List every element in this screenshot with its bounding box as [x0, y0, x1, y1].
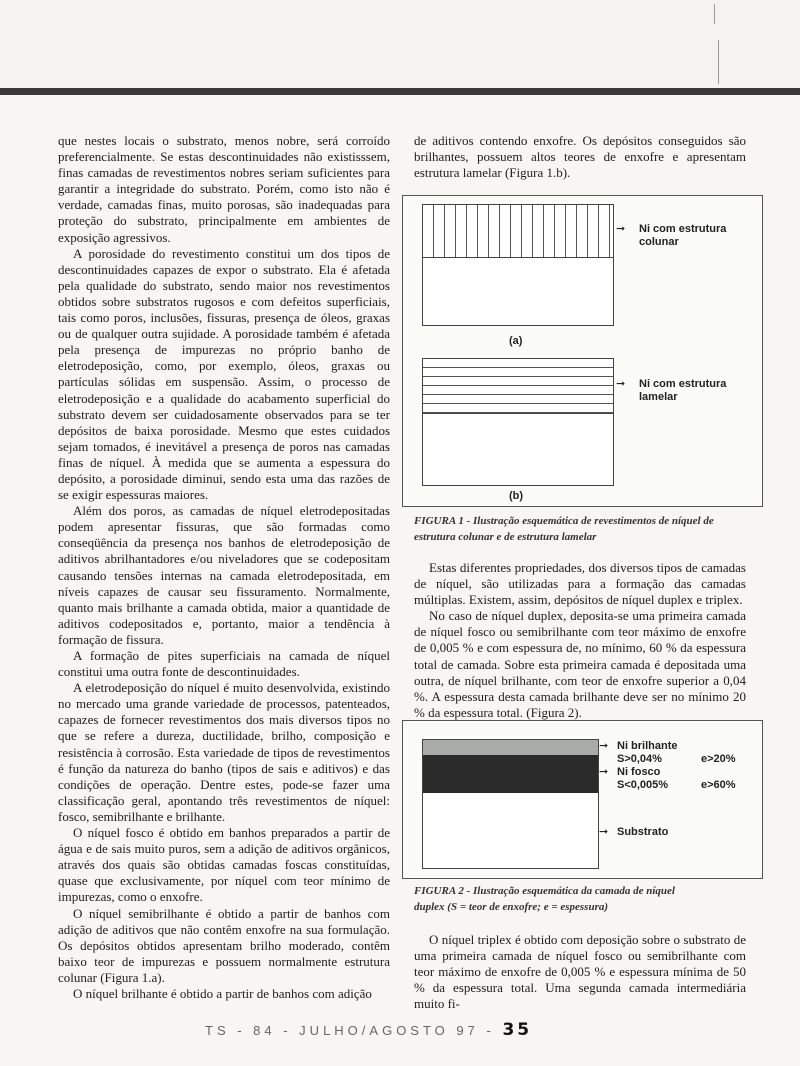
bright-nickel-layer: [423, 740, 598, 755]
header-rule: [0, 88, 800, 95]
paragraph: No caso de níquel duplex, deposita-se uma primeira camada de níquel fosco ou semibrilhante com teor máximo de enxofre de 0,005 % e com espessura de, no mínimo, 60 % da espessura total de camada. Sobre esta primeira camada é depositada uma outra, de níquel brilhante, com teor de enxofre superior a 0,04 %. A espessura desta camada brilhante deve ser no mínimo 20 % da espessura total. (Figura 2).: [414, 608, 746, 720]
columnar-diagram: [422, 204, 614, 326]
scan-mark: [714, 4, 715, 24]
caption-line: FIGURA 1 - Ilustração esquemática de revestimentos de níquel de: [414, 515, 714, 527]
page-number: 35: [502, 1020, 533, 1040]
top-margin: [0, 0, 800, 88]
lamellar-diagram: [422, 358, 614, 486]
columnar-layer: [423, 205, 613, 258]
paragraph: A formação de pites superficiais na camada de níquel constitui uma outra fonte de descontinuidades.: [58, 648, 390, 680]
caption-line: estrutura colunar e de estrutura lamelar: [414, 531, 597, 543]
arrow-icon: ➞: [616, 223, 626, 235]
caption-line: FIGURA 2 - Ilustração esquemática da camada de níquel: [414, 885, 675, 897]
figure-label: Ni brilhante: [617, 740, 678, 752]
left-column: [58, 133, 390, 1002]
figure-2-caption: [414, 883, 675, 915]
paragraph: de aditivos contendo enxofre. Os depósitos conseguidos são brilhantes, possuem altos teores de enxofre e apresentam estrutura lamelar (Figura 1.b).: [414, 133, 746, 181]
figure-label: lamelar: [639, 391, 678, 403]
right-column-middle: [414, 560, 746, 721]
paragraph: O níquel brilhante é obtido a partir de banhos com adição: [73, 985, 372, 1001]
arrow-icon: ➞: [599, 766, 609, 778]
paragraph: Além dos poros, as camadas de níquel eletrodepositadas podem apresentar fissuras, que são formadas como conseqüência da presença nos banhos de eletrodeposição de aditivos abrilhantadores e/ou niveladores que se codepositam causando tensões internas na camada eletrodepositada, em níveis capazes de causar seu fissuramento. Normalmente, quanto mais brilhante a camada obtida, maior a quantidade de aditivos codepositados e, portanto, maior a tendência à formação de fissura.: [58, 503, 390, 647]
figure-1-caption: [414, 513, 714, 545]
paragraph: O níquel triplex é obtido com deposição sobre o substrato de uma primeira camada de níquel fosco ou semibrilhante com teor máximo de enxofre de 0,005 % e espessura mínima de 50 % da espessura total. Uma segunda camada intermediária muito fi-: [414, 932, 746, 1012]
figure-2: [402, 720, 763, 879]
page-footer: [205, 1020, 545, 1040]
figure-label: S<0,005%: [617, 779, 669, 791]
paragraph: que nestes locais o substrato, menos nobre, será corroído preferencialmente. Se estas descontinuidades não existisssem, finas camadas de revestimentos nobres seriam suficientes para garantir a integridade do substrato. Porém, como isto não é verdade, camadas finas, muito porosas, são inadequadas para proteção do substrato, principalmente em ambientes de exposição agressivos.: [58, 133, 390, 245]
duplex-diagram: [422, 739, 599, 869]
figure-tag: (b): [509, 490, 524, 502]
arrow-icon: ➞: [616, 378, 626, 390]
figure-label: S>0,04%: [617, 753, 662, 765]
paragraph: O níquel fosco é obtido em banhos preparados a partir de água e de sais muito puros, sem a adição de aditivos orgânicos, através dos quais são obtidas camadas foscas constituídas, quase que exclusivamente, por níquel com teor mínimo de impurezas, como o enxofre.: [58, 825, 390, 905]
right-column-bottom: [414, 932, 746, 1012]
journal-info: TS - 84 - JULHO/AGOSTO 97 -: [205, 1023, 495, 1038]
caption-line: duplex (S = teor de enxofre; e = espessura): [414, 901, 609, 913]
paragraph: A porosidade do revestimento constitui um dos tipos de descontinuidades capazes de expor o substrato. Ela é afetada pela qualidade do substrato, sendo maior nos revestimentos obtidos sobre substratos rugosos e com defeitos superficiais, tais como poros, inclusões, fissuras, presença de óleos, graxas ou de qualquer outra sujidade. A porosidade também é afetada pela presença de impurezas no próprio banho de eletrodeposição, como, por exemplo, óleos, graxas ou partículas sólidas em suspensão. Assim, o processo de eletrodeposição e a qualidade do acabamento superficial do substrato devem ser cuidadosamente observados para se ter depósitos de baixa porosidade. Mesmo que estes cuidados sejam tomados, é inevitável a presença de poros nas camadas finas de níquel. À medida que se aumenta a espessura do depósito, a porosidade diminui, sendo esta uma das razões de se exigir espessuras maiores.: [58, 245, 390, 503]
figure-label: Ni com estrutura: [639, 378, 727, 390]
lamellar-layer: [423, 359, 613, 414]
arrow-icon: ➞: [599, 826, 609, 838]
paragraph: A eletrodeposição do níquel é muito desenvolvida, existindo no mercado uma grande variedade de processos, patenteados, capazes de fornecer revestimentos dos mais diversos tipos no que se refere a dureza, ductilidade, brilho, composição e resistência à corrosão. Esta variedade de tipos de revestimentos é função da natureza do banho (tipos de sais e aditivos) e das condições de operação. Dentre estes, pode-se fazer uma classificação geral, apontando três revestimentos de níquel: fosco, semibrilhante e brilhante.: [58, 680, 390, 824]
figure-label: Substrato: [617, 826, 669, 838]
matte-nickel-layer: [423, 755, 598, 793]
paragraph: Estas diferentes propriedades, dos diversos tipos de camadas de níquel, são utilizadas para a formação das camadas múltiplas. Existem, assim, depósitos de níquel duplex e triplex.: [414, 560, 746, 608]
scan-mark: [718, 40, 719, 84]
paragraph: O níquel semibrilhante é obtido a partir de banhos com adição de aditivos que não contêm enxofre na sua formulação. Os depósitos obtidos apresentam brilho moderado, contêm baixo teor de impurezas e possuem normalmente estrutura colunar (Figura 1.a).: [58, 905, 390, 985]
figure-label: colunar: [639, 236, 679, 248]
figure-tag: (a): [509, 335, 523, 347]
figure-1: [402, 195, 763, 507]
figure-label: e>20%: [701, 753, 736, 765]
figure-label: e>60%: [701, 779, 736, 791]
arrow-icon: ➞: [599, 740, 609, 752]
right-column-top: [414, 133, 746, 181]
figure-label: Ni fosco: [617, 766, 661, 778]
figure-label: Ni com estrutura: [639, 223, 727, 235]
